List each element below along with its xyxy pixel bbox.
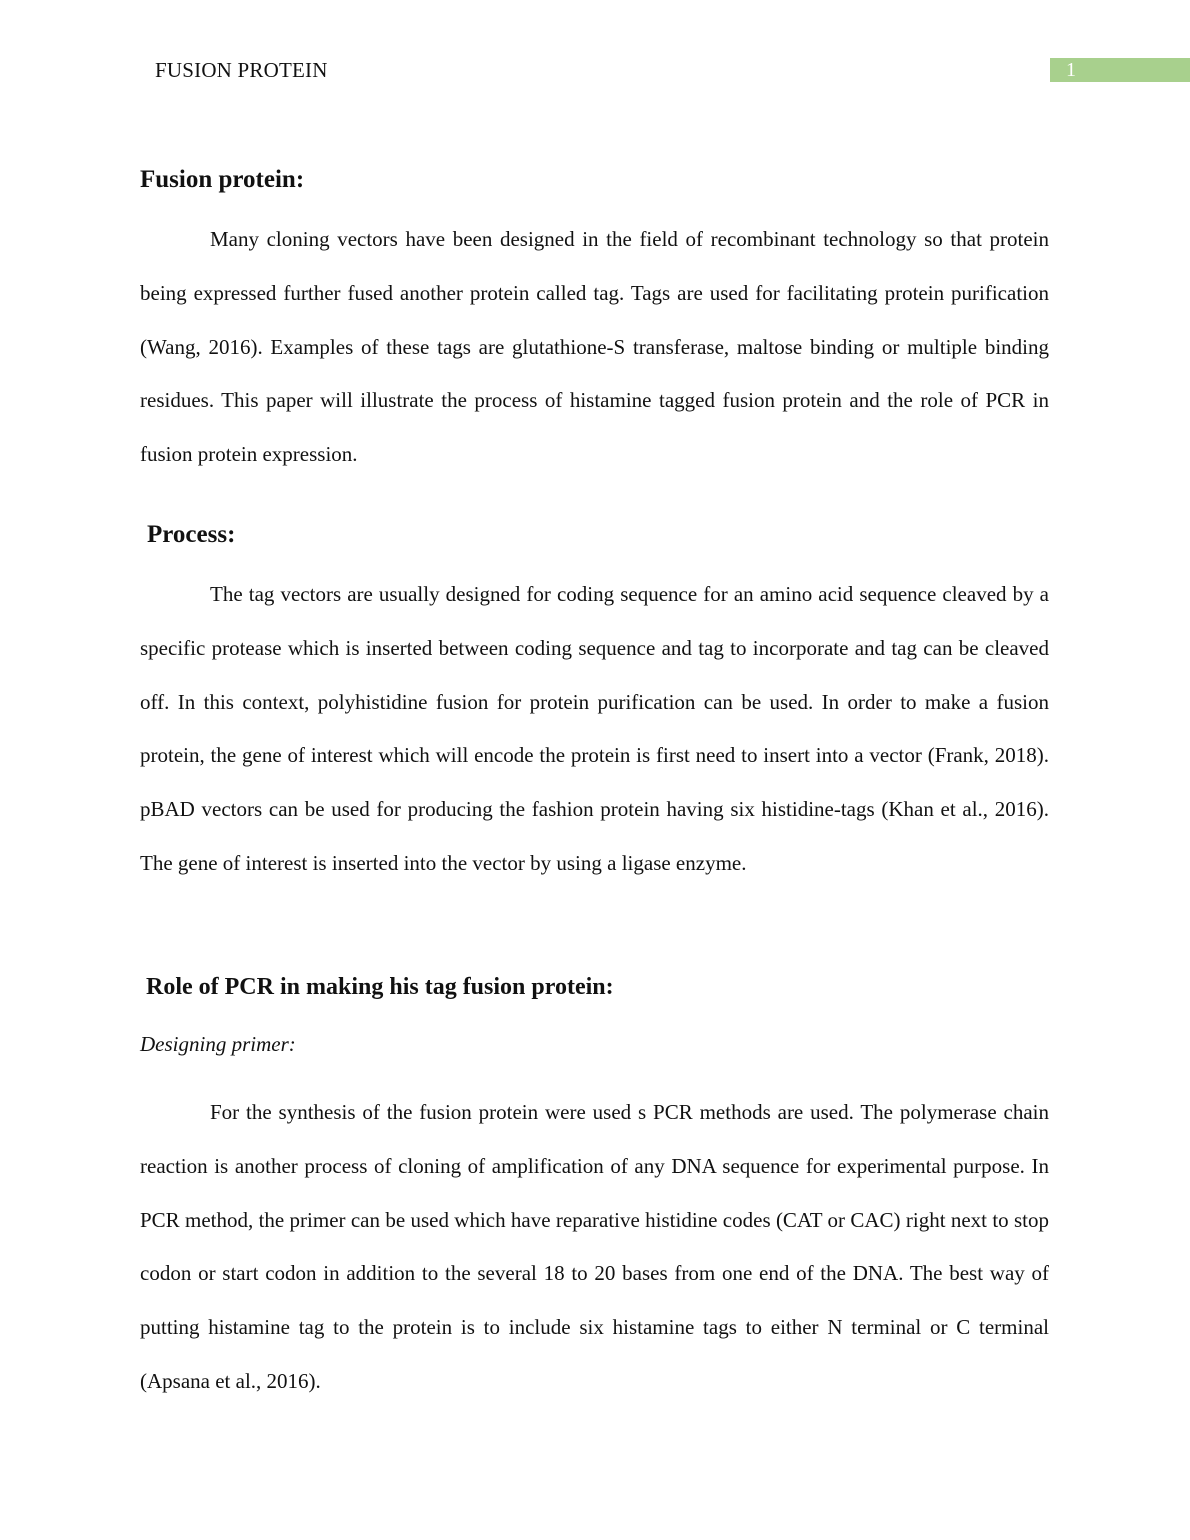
paragraph-process: The tag vectors are usually designed for coding sequence for an amino acid sequence cleaved by a specific protease which is inserted between coding sequence and tag to incorporate and tag can be cleaved off. In this context, polyhistidine fusion for protein purification can be used. In order to make a fusion protein, the gene of interest which will encode the protein is first need to insert into a vector (Frank, 2018). pBAD vectors can be used for producing the fashion protein having six histidine-tags (Khan et al., 2016). The gene of interest is inserted into the vector by using a ligase enzyme. xyxy=(140,582,1049,875)
heading-process: Process: xyxy=(147,521,236,548)
heading-role-of-pcr: Role of PCR in making his tag fusion protein: xyxy=(146,974,614,1000)
running-head: FUSION PROTEIN xyxy=(155,58,328,82)
paragraph-pcr: For the synthesis of the fusion protein were used s PCR methods are used. The polymerase chain reaction is another process of cloning of amplification of any DNA sequence for experimental purpose. In PCR method, the primer can be used which have reparative histidine codes (CAT or CAC) right next to stop codon or start codon in addition to the several 18 to 20 bases from one end of the DNA. The best way of putting histamine tag to the protein is to include six histamine tags to either N terminal or C terminal (Apsana et al., 2016). xyxy=(140,1100,1049,1393)
page-number: 1 xyxy=(1050,58,1190,82)
paragraph-intro: Many cloning vectors have been designed in the field of recombinant technology so that protein being expressed further fused another protein called tag. Tags are used for facilitating protein purification (Wang, 2016). Examples of these tags are glutathione-S transferase, maltose binding or multiple binding residues. This paper will illustrate the process of histamine tagged fusion protein and the role of PCR in fusion protein expression. xyxy=(140,227,1049,466)
heading-fusion-protein: Fusion protein: xyxy=(140,166,305,193)
subheading-designing-primer: Designing primer: xyxy=(140,1032,296,1056)
